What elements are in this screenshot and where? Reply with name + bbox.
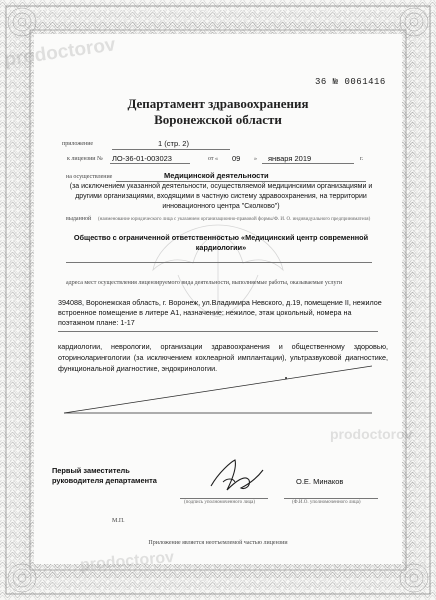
department-title-line2: Воронежской области — [154, 112, 282, 127]
license-date-label: от « — [208, 156, 219, 162]
issued-hint: (наименование юридического лица с указанием организационно-правовой формы/Ф. И. О. индивидуального предпринимателя) — [98, 217, 371, 222]
signatory-position: Первый заместитель руководителя департамента — [52, 466, 157, 485]
license-month-year: января 2019 — [268, 154, 312, 163]
name-hint: (Ф.И.О. уполномоченного лица) — [292, 500, 361, 505]
signature-mark — [205, 452, 267, 498]
license-number: ЛО-36-01-003023 — [112, 154, 172, 163]
department-title-line1: Департамент здравоохранения — [127, 96, 309, 111]
address-text: 394088, Воронежская область, г. Воронеж, ул.Владимира Невского, д.19, помещение II, нежилое встроенное помещение в литере А1, назначение: нежилое, этаж цокольный, номера на поэтажном плане: 1-17 — [58, 298, 382, 327]
footer-note: Приложение является неотъемлемой частью лицензии — [148, 540, 288, 546]
signature-underline — [180, 498, 268, 499]
annex-value: 1 (стр. 2) — [158, 139, 189, 148]
license-day: 09 — [232, 154, 241, 163]
watermark-bottom: prodoctorov — [79, 548, 175, 575]
license-day-close: » — [254, 156, 257, 162]
services-list: кардиологии, неврологии, организации здравоохранения и общественному здоровью, оториноларингологии (за исключением кохлеарной имплантации), ультразвуковой диагностике, функциональной диагностике, эндокринологии. — [58, 342, 388, 373]
signature-hint: (подпись уполномоченного лица) — [184, 500, 256, 505]
license-number-label: к лицензии № — [67, 156, 103, 162]
activity-title: Медицинской деятельности — [164, 171, 269, 180]
address-intro: адреса мест осуществления лицензируемого вида деятельности, выполняемые работы, оказываемые услуги — [66, 280, 343, 286]
watermark-top: prodoctorov — [3, 34, 117, 71]
license-year-suffix: г. — [360, 156, 364, 162]
activity-description: (за исключением указанной деятельности, осуществляемой медицинскими организациями и другими организациями, входящими в частную систему здравоохранения, на территории инновационного центра "Сколково") — [69, 183, 373, 210]
issued-label: выданной — [66, 216, 92, 222]
annex-label: приложение — [62, 141, 94, 147]
organization-name: Общество с ограниченной ответственностью «Медицинский центр современной кардиологии» — [73, 233, 369, 252]
name-underline — [284, 498, 378, 499]
serial-number: 36 № 0061416 — [315, 77, 386, 87]
signatory-name: О.Е. Минаков — [296, 477, 344, 486]
watermark-right: prodoctorov — [330, 426, 413, 442]
stamp-place: М.П. — [112, 518, 125, 524]
activity-label: на осуществление — [66, 174, 113, 180]
